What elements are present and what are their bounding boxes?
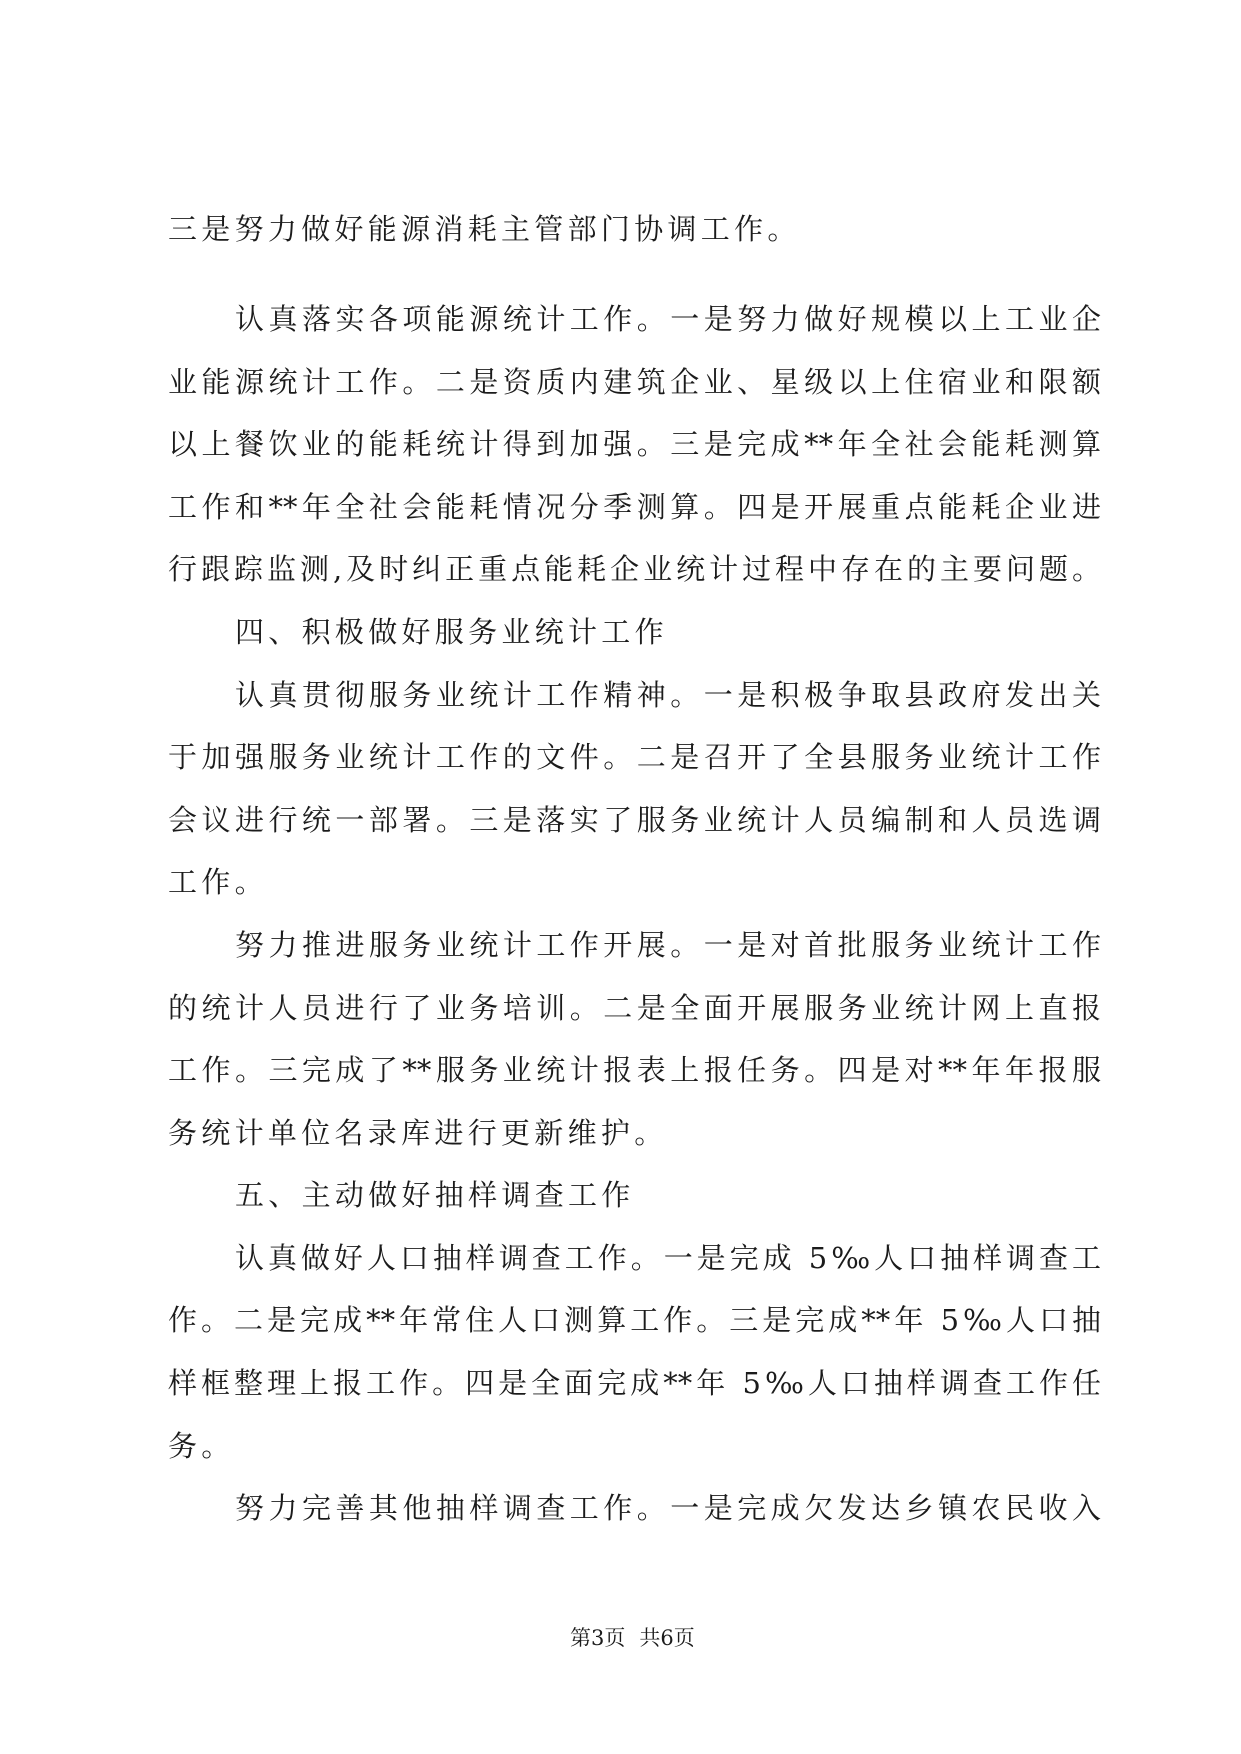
paragraph-line: 的统计人员进行了业务培训。二是全面开展服务业统计网上直报 bbox=[168, 990, 1101, 1025]
paragraph-line: 三是努力做好能源消耗主管部门协调工作。 bbox=[168, 212, 801, 246]
page-total: 共6页 bbox=[639, 1626, 695, 1650]
paragraph-line: 样框整理上报工作。四是全面完成**年 5‰人口抽样调查工作任 bbox=[168, 1366, 1101, 1401]
section-heading: 五、主动做好抽样调查工作 bbox=[235, 1178, 635, 1213]
paragraph-line: 认真落实各项能源统计工作。一是努力做好规模以上工业企 bbox=[235, 301, 1101, 336]
paragraph-line: 工作。 bbox=[168, 865, 268, 900]
document-body bbox=[168, 198, 1101, 1540]
paragraph-line: 以上餐饮业的能耗统计得到加强。三是完成**年全社会能耗测算 bbox=[168, 427, 1101, 462]
page-number: 第3页 bbox=[570, 1626, 626, 1650]
paragraph-line: 认真做好人口抽样调查工作。一是完成 5‰人口抽样调查工 bbox=[235, 1240, 1101, 1275]
paragraph-line: 会议进行统一部署。三是落实了服务业统计人员编制和人员选调 bbox=[168, 802, 1101, 837]
paragraph-line: 努力完善其他抽样调查工作。一是完成欠发达乡镇农民收入 bbox=[235, 1491, 1101, 1526]
paragraph-line: 认真贯彻服务业统计工作精神。一是积极争取县政府发出关 bbox=[235, 677, 1101, 712]
paragraph-line: 业能源统计工作。二是资质内建筑企业、星级以上住宿业和限额 bbox=[168, 364, 1101, 399]
paragraph-line: 工作和**年全社会能耗情况分季测算。四是开展重点能耗企业进 bbox=[168, 489, 1101, 524]
paragraph-line: 作。二是完成**年常住人口测算工作。三是完成**年 5‰人口抽 bbox=[168, 1303, 1101, 1338]
paragraph-line: 务。 bbox=[168, 1428, 235, 1463]
paragraph-line: 务统计单位名录库进行更新维护。 bbox=[168, 1115, 668, 1150]
section-heading: 四、积极做好服务业统计工作 bbox=[235, 614, 668, 649]
paragraph-line: 于加强服务业统计工作的文件。二是召开了全县服务业统计工作 bbox=[168, 740, 1101, 775]
paragraph-line: 行跟踪监测,及时纠正重点能耗企业统计过程中存在的主要问题。 bbox=[168, 552, 1101, 587]
paragraph-line: 工作。三完成了**服务业统计报表上报任务。四是对**年年报服 bbox=[168, 1053, 1101, 1088]
page-footer bbox=[570, 1624, 695, 1652]
paragraph-line: 努力推进服务业统计工作开展。一是对首批服务业统计工作 bbox=[235, 927, 1101, 962]
